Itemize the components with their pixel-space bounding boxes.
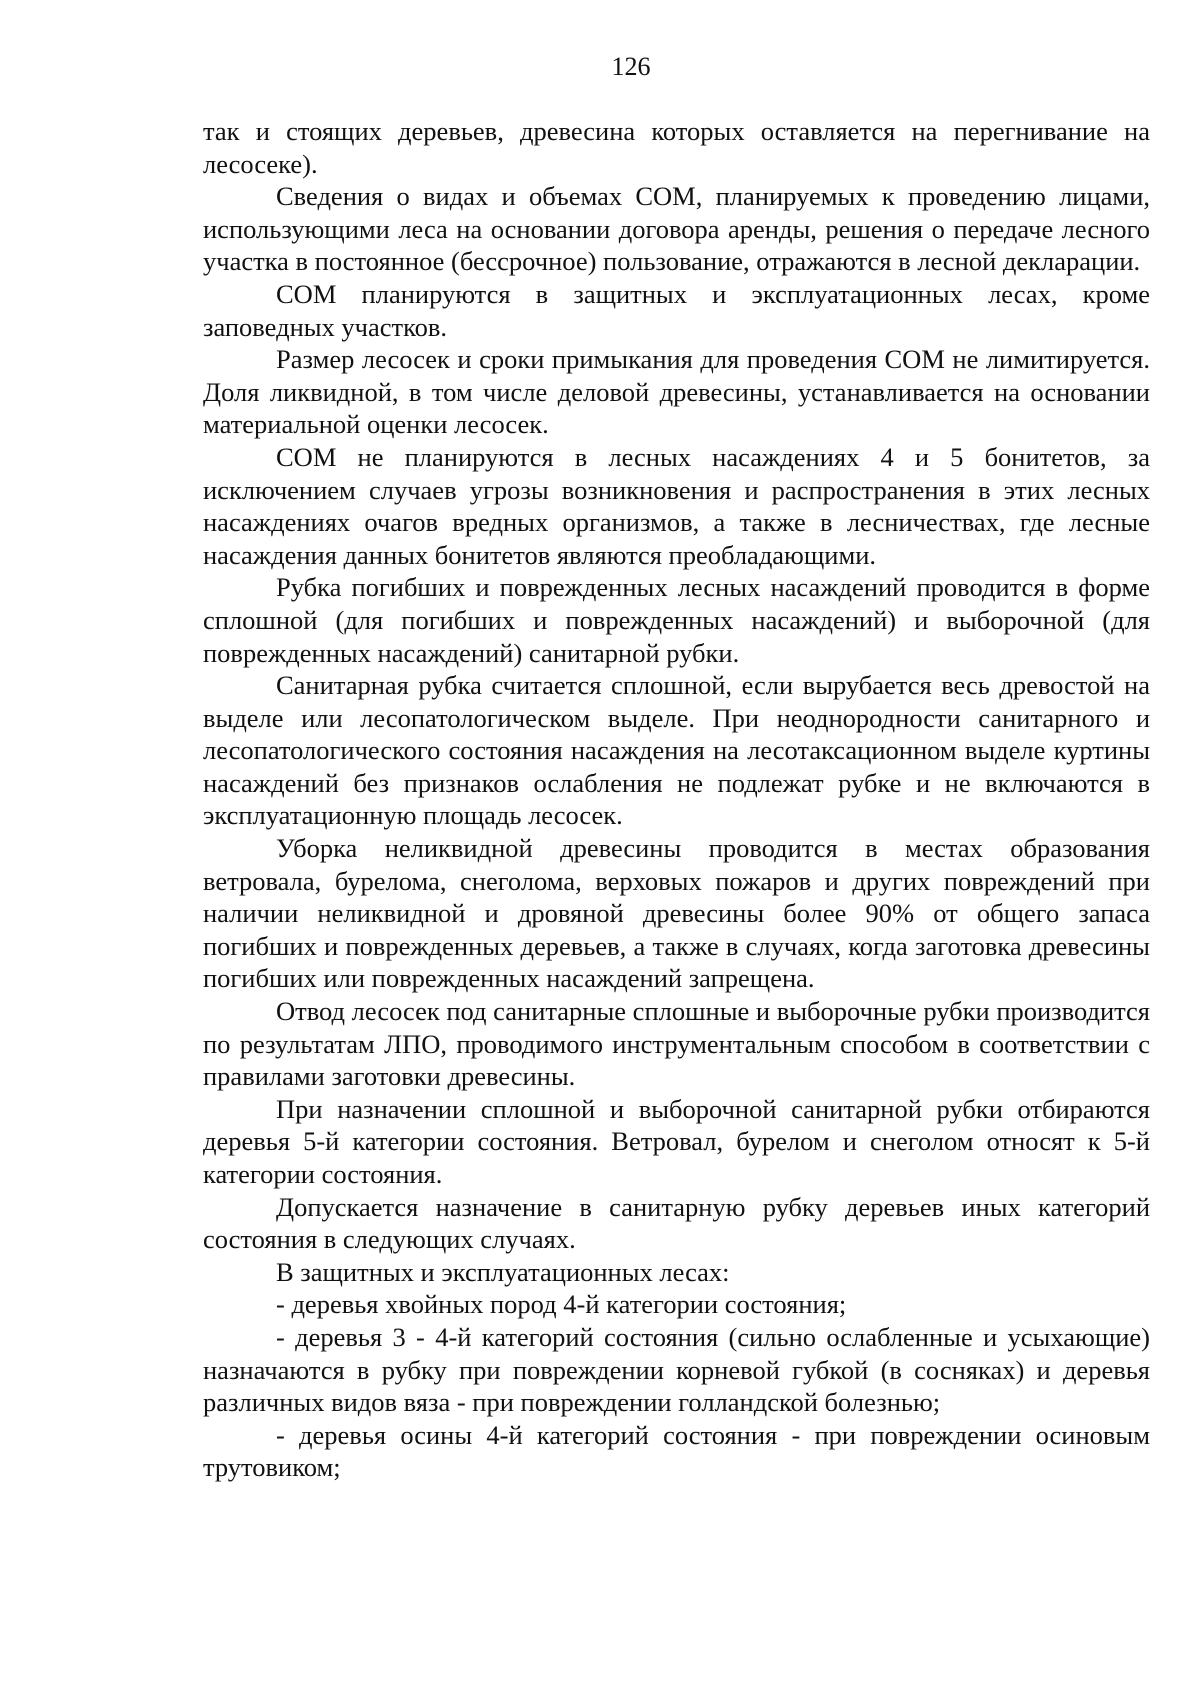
paragraph: Рубка погибших и поврежденных лесных насаждений проводится в форме сплошной (для погибших и поврежденных насаждений) и выборочной (для поврежденных насаждений) санитарной рубки. [203,572,1150,668]
paragraph: Допускается назначение в санитарную рубку деревьев иных категорий состояния в следующих случаях. [203,1191,1150,1255]
paragraph: Санитарная рубка считается сплошной, если вырубается весь древостой на выделе или лесопатологическом выделе. При неоднородности санитарного и лесопатологического состояния насаждения на лесотаксационном выделе куртины насаждений без признаков ослабления не подлежат рубке и не включаются в эксплуатационную площадь лесосек. [203,670,1150,831]
paragraph: При назначении сплошной и выборочной санитарной рубки отбираются деревья 5-й категории состояния. Ветровал, бурелом и снеголом относят к 5-й категории состояния. [203,1093,1150,1189]
page-number: 126 [611,52,651,81]
list-item: - деревья хвойных пород 4-й категории состояния; [276,1289,847,1320]
paragraph: СОМ не планируются в лесных насаждениях 4 и 5 бонитетов, за исключением случаев угрозы возникновения и распространения в этих лесных насаждениях очагов вредных организмов, а также в лесничествах, где лесные насаждения данных бонитетов являются преобладающими. [203,441,1150,570]
paragraph: так и стоящих деревьев, древесина которых оставляется на перегнивание на лесосеке). [203,116,1150,179]
list-item: - деревья осины 4-й категорий состояния - при повреждении осиновым трутовиком; [203,1419,1150,1483]
paragraph: СОМ планируются в защитных и эксплуатационных лесах, кроме заповедных участков. [203,278,1150,342]
list-item: - деревья 3 - 4-й категорий состояния (сильно ослабленные и усыхающие) назначаются в рубку при повреждении корневой губкой (в сосняках) и деревья различных видов вяза - при повреждении голландской болезнью; [203,1321,1150,1418]
document-body [203,115,1150,1484]
paragraph: В защитных и эксплуатационных лесах: [276,1256,730,1287]
paragraph: Размер лесосек и сроки примыкания для проведения СОМ не лимитируется. Доля ликвидной, в том числе деловой древесины, устанавливается на основании материальной оценки лесосек. [203,344,1150,440]
paragraph: Сведения о видах и объемах СОМ, планируемых к проведению лицами, использующими леса на основании договора аренды, решения о передаче лесного участка в постоянное (бессрочное) пользование, отражаются в лесной декларации. [203,181,1150,277]
paragraph: Уборка неликвидной древесины проводится в местах образования ветровала, бурелома, снеголома, верховых пожаров и других повреждений при наличии неликвидной и дровяной древесины более 90% от общего запаса погибших и поврежденных деревьев, а также в случаях, когда заготовка древесины погибших или поврежденных насаждений запрещена. [203,833,1150,994]
paragraph: Отвод лесосек под санитарные сплошные и выборочные рубки производится по результатам ЛПО, проводимого инструментальным способом в соответствии с правилами заготовки древесины. [203,996,1150,1092]
